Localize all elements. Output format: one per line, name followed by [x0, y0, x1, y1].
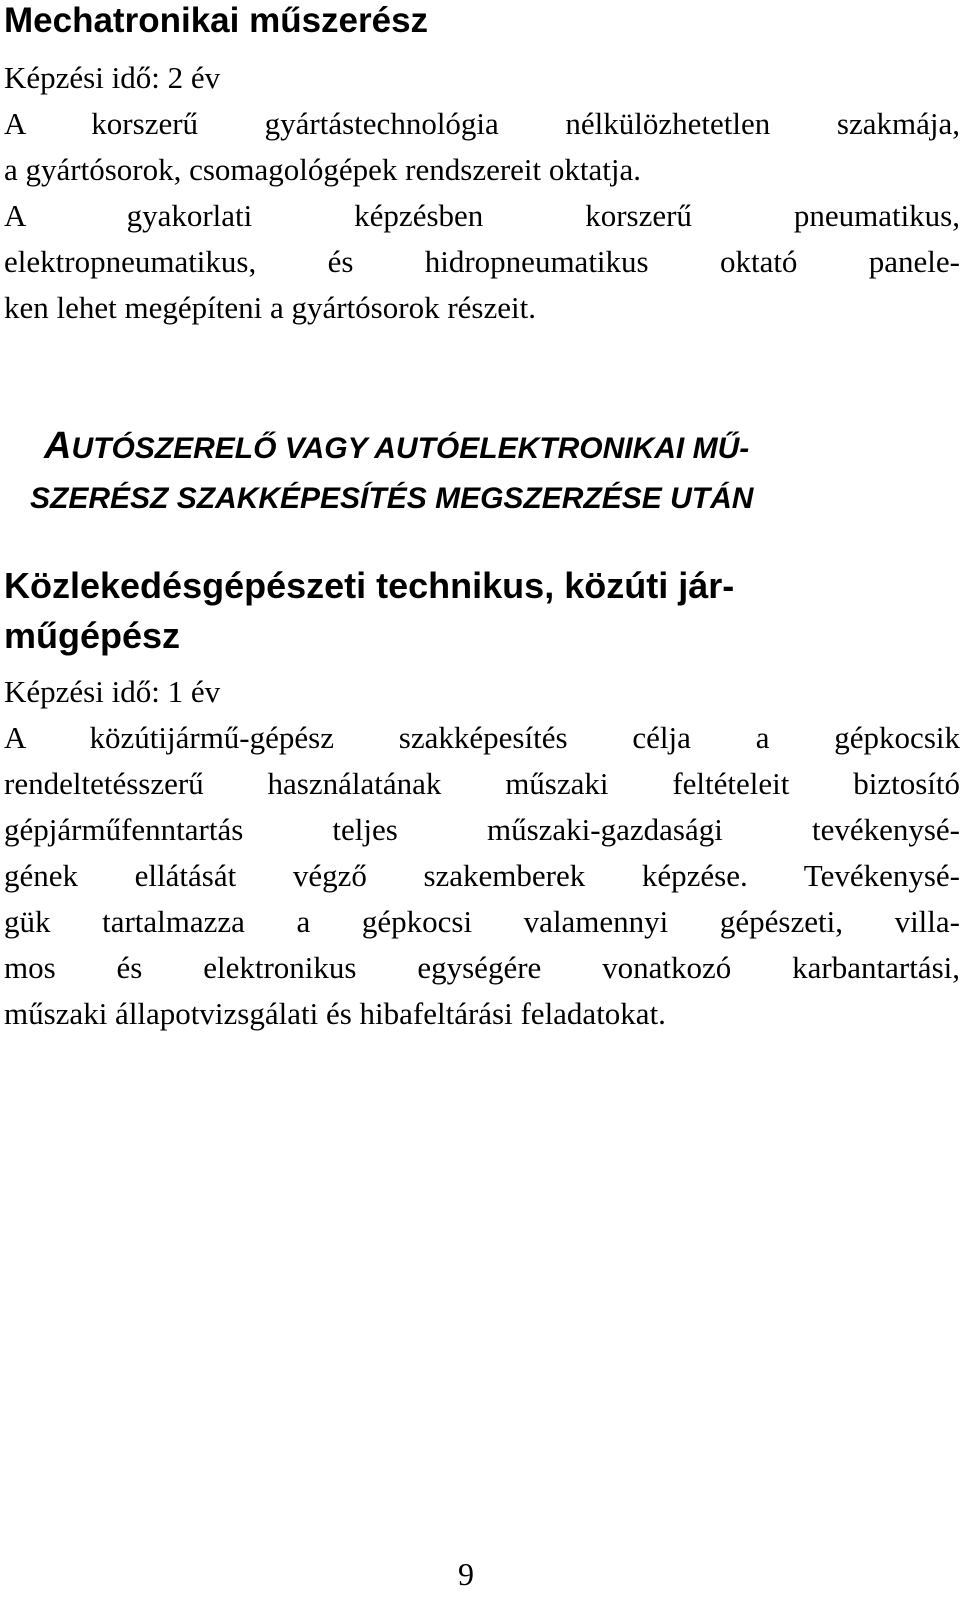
heading-dropcap: A [44, 425, 72, 467]
paragraph-line: gük tartalmazza a gépkocsi valamennyi gépészeti, villa- [4, 904, 960, 939]
section-title-mechatronics: Mechatronikai műszerész [4, 1, 429, 40]
paragraph-line: gépjárműfenntartás teljes műszaki-gazdasági tevékenysé- [4, 812, 960, 847]
paragraph-line: gének ellátását végző szakemberek képzése. Tevékenysé- [4, 858, 960, 893]
paragraph-line: ken lehet megépíteni a gyártósorok részeit. [4, 290, 536, 325]
section-title-line-1: Közlekedésgépészeti technikus, közúti jár- [4, 565, 735, 606]
heading-text: UTÓSZERELŐ VAGY AUTÓELEKTRONIKAI MŰ- [71, 432, 750, 465]
training-time: Képzési idő: 2 év [4, 60, 221, 95]
page-number: 9 [458, 1556, 474, 1592]
paragraph-line: A gyakorlati képzésben korszerű pneumatikus, [4, 198, 960, 233]
paragraph-line: rendeltetésszerű használatának műszaki feltételeit biztosító [4, 766, 960, 801]
section-heading-line-1 [44, 420, 749, 475]
paragraph-line: A közútijármű-gépész szakképesítés célja a gépkocsik [4, 720, 960, 755]
training-time: Képzési idő: 1 év [4, 674, 221, 709]
paragraph-line: a gyártósorok, csomagológépek rendszereit oktatja. [4, 152, 641, 187]
paragraph-line: mos és elektronikus egységére vonatkozó karbantartási, [4, 950, 960, 985]
paragraph-line: műszaki állapotvizsgálati és hibafeltárási feladatokat. [4, 996, 666, 1031]
section-heading-line-2: SZERÉSZ SZAKKÉPESÍTÉS MEGSZERZÉSE UTÁN [30, 482, 754, 515]
paragraph-line: elektropneumatikus, és hidropneumatikus oktató panele- [4, 244, 960, 279]
section-title-line-2: műgépész [4, 615, 181, 656]
paragraph-line: A korszerű gyártástechnológia nélkülözhetetlen szakmája, [4, 106, 960, 141]
